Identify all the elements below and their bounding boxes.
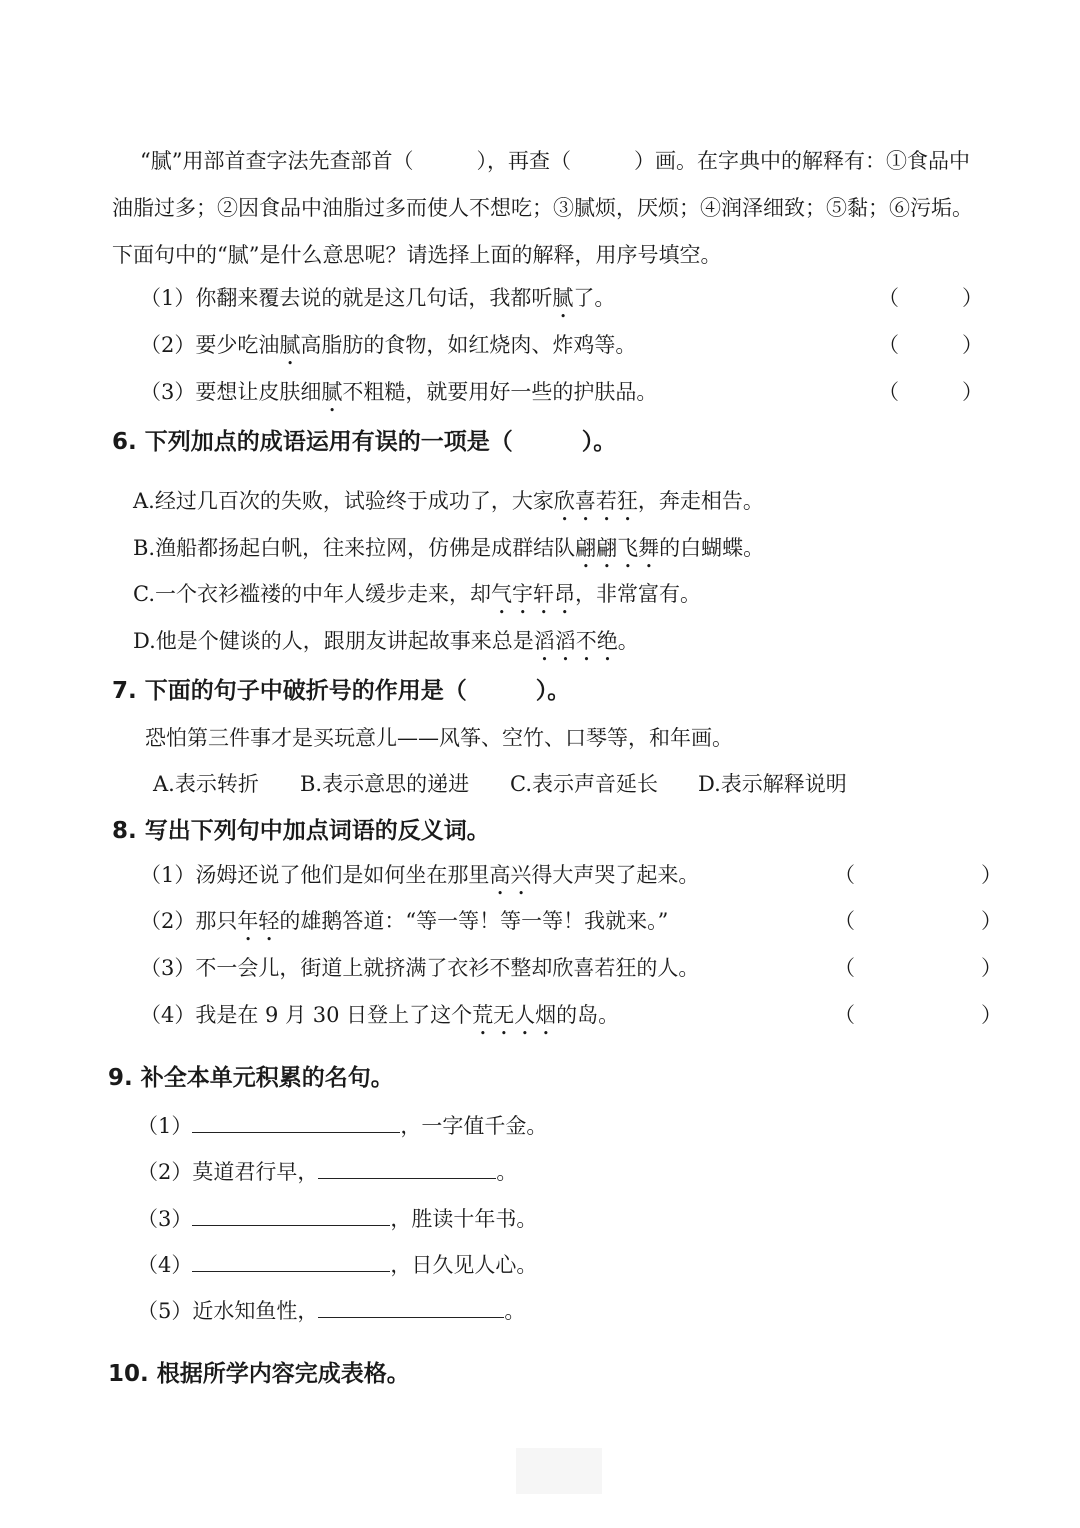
- q5-item-3: （3）要想让皮肤细腻不粗糙，就要用好一些的护肤品。: [140, 380, 658, 404]
- q7-sentence: 恐怕第三件事才是买玩意儿——风筝、空竹、口琴等，和年画。: [145, 726, 733, 750]
- q5-item-1: （1）你翻来覆去说的就是这几句话，我都听腻了。: [140, 286, 616, 310]
- q8-item-3: （3）不一会儿，街道上就挤满了衣衫不整却欣喜若狂的人。: [140, 956, 700, 980]
- q9-item-5: （5）近水知鱼性， 。: [137, 1295, 525, 1326]
- question-10-title: 10. 根据所学内容完成表格。: [108, 1361, 410, 1387]
- q6-option-c: C.一个衣衫褴褛的中年人缓步走来，却气宇轩昂，非常富有。: [133, 582, 701, 606]
- q5-item-2: （2）要少吃油腻高脂肪的食物，如红烧肉、炸鸡等。: [140, 333, 637, 357]
- q7-option-a: A.表示转折: [153, 772, 259, 796]
- q8-item-1: （1）汤姆还说了他们是如何坐在那里高兴得大声哭了起来。: [140, 863, 700, 887]
- q6-option-a: A.经过几百次的失败，试验终于成功了，大家欣喜若狂，奔走相告。: [133, 489, 764, 513]
- q7-option-b: B.表示意思的递进: [300, 772, 470, 796]
- q9-item-1: （1） ，一字值千金。: [137, 1110, 547, 1141]
- fill-blank[interactable]: [192, 1249, 390, 1272]
- question-7-title: 7. 下面的句子中破折号的作用是（ ）。: [112, 678, 571, 704]
- answer-paren[interactable]: （ ）: [834, 1003, 1002, 1027]
- answer-paren[interactable]: （ ）: [878, 333, 983, 357]
- intro-line-2: 油脂过多；②因食品中油脂过多而使人不想吃；③腻烦，厌烦；④润泽细致；⑤黏；⑥污垢。: [112, 196, 973, 220]
- q8-item-2: （2）那只年轻的雄鹅答道：“等一等！等一等！我就来。”: [140, 909, 669, 933]
- fill-blank[interactable]: [192, 1203, 390, 1226]
- q8-item-4: （4）我是在 9 月 30 日登上了这个荒无人烟的岛。: [140, 1003, 620, 1027]
- answer-paren[interactable]: （ ）: [878, 380, 983, 404]
- q9-item-3: （3） ，胜读十年书。: [137, 1203, 537, 1234]
- fill-blank[interactable]: [318, 1295, 504, 1318]
- question-6-title: 6. 下列加点的成语运用有误的一项是（ ）。: [112, 429, 617, 455]
- answer-paren[interactable]: （ ）: [834, 956, 1002, 980]
- q9-item-2: （2）莫道君行早， 。: [137, 1156, 517, 1187]
- page-footer-mark: [516, 1448, 602, 1494]
- fill-blank[interactable]: [192, 1110, 400, 1133]
- question-9-title: 9. 补全本单元积累的名句。: [108, 1065, 394, 1091]
- intro-line-1: “腻”用部首查字法先查部首（ ），再查（ ）画。在字典中的解释有：①食品中: [140, 149, 970, 173]
- q9-item-4: （4） ，日久见人心。: [137, 1249, 537, 1280]
- intro-line-3: 下面句中的“腻”是什么意思呢？请选择上面的解释，用序号填空。: [112, 243, 722, 267]
- answer-paren[interactable]: （ ）: [878, 286, 983, 310]
- q7-option-c: C.表示声音延长: [510, 772, 658, 796]
- answer-paren[interactable]: （ ）: [834, 909, 1002, 933]
- answer-paren[interactable]: （ ）: [834, 863, 1002, 887]
- fill-blank[interactable]: [318, 1156, 496, 1179]
- q6-option-d: D.他是个健谈的人，跟朋友讲起故事来总是滔滔不绝。: [133, 629, 639, 653]
- q6-option-b: B.渔船都扬起白帆，往来拉网，仿佛是成群结队翩翩飞舞的白蝴蝶。: [133, 536, 765, 560]
- q7-option-d: D.表示解释说明: [698, 772, 847, 796]
- question-8-title: 8. 写出下列句中加点词语的反义词。: [112, 818, 490, 844]
